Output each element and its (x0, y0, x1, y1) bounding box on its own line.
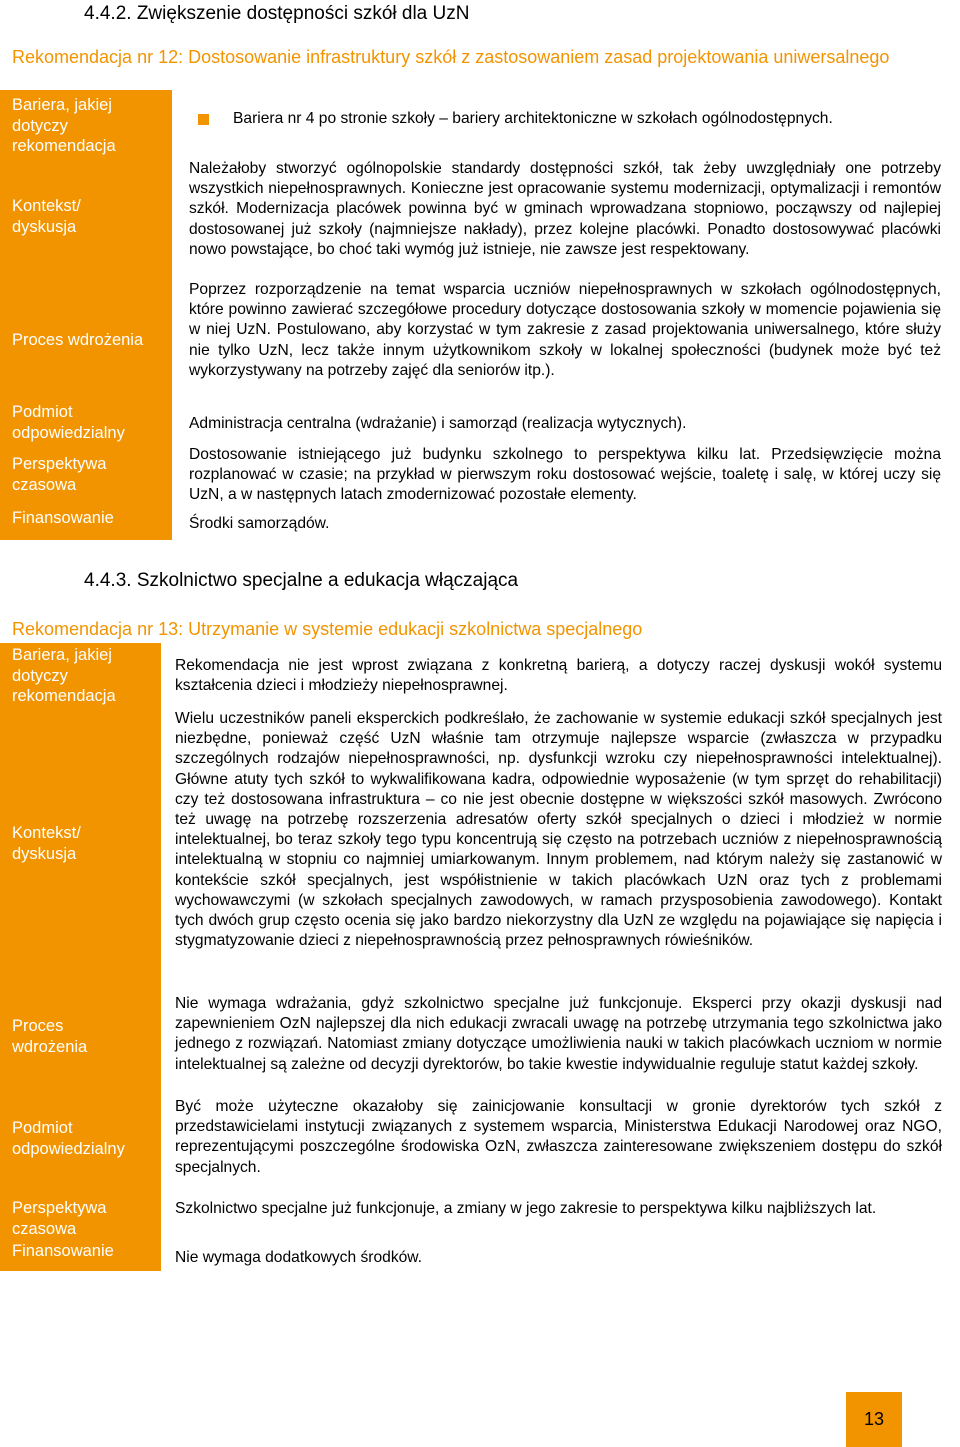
section-heading-442 (84, 3, 469, 25)
label-subject: Podmiot odpowiedzialny (12, 403, 125, 442)
label-column-rec13 (0, 643, 161, 1271)
process-text: Nie wymaga wdrażania, gdyż szkolnictwo specjalne już funkcjonuje. Eksperci przy okazji dyskusji nad zapewnieniem OzN najlepszej dla nich edukacji zwracali uwagę na potrzebę utrzymania tego szkolnictwa jako jednego z rozwiązań. Natomiast zmiany dotyczące umożliwienia nauki w takich placówkach uczniom w normie intelektualnej są zależne od decyzji dyrektorów, bo takie kwestie indywidualnie reguluje statut każdej szkoły. (175, 995, 942, 1073)
label-subject: Podmiot odpowiedzialny (12, 1119, 125, 1158)
section-title: Zwiększenie dostępności szkół dla UzN (136, 3, 470, 24)
label-context: Kontekst/ dyskusja (12, 824, 81, 863)
recommendation-title-13: Rekomendacja nr 13: Utrzymanie w systemie edukacji szkolnictwa specjalnego (12, 619, 643, 639)
label-process: Proces wdrożenia (12, 331, 144, 349)
perspective-text: Dostosowanie istniejącego już budynku szkolnego to perspektywa kilku lat. Przedsięwzięcie można rozplanować w czasie; na przykład w pierwszym roku dostosować wejście, toaletę i salę, w której uczy się UzN, a w następnych latach zmodernizować pozostałe elementy. (189, 446, 941, 504)
section-number: 4.4.3. (84, 570, 132, 591)
bullet-square-icon (198, 114, 209, 125)
context-text: Należałoby stworzyć ogólnopolskie standardy dostępności szkół, tak żeby uwzględniały one potrzeby wszystkich niepełnosprawnych. Konieczne jest opracowanie systemu modernizacji, optymalizacji i remontów szkół. Modernizacja placówek powinna być w gminach wprowadzana stopniowo, począwszy od najlepiej dostosowanej już szkoły (najmniejsze nakłady), przez kolejne placówki. Ponadto dostosowywać placówki nowo powstające, bo choć taki wymóg już istnieje, nie zawsze jest respektowany. (189, 160, 941, 258)
section-number: 4.4.2. (84, 3, 132, 24)
page-number: 13 (846, 1392, 902, 1447)
label-financing: Finansowanie (12, 509, 114, 527)
barrier-text: Bariera nr 4 po stronie szkoły – bariery architektoniczne w szkołach ogólnodostępnych. (233, 110, 833, 127)
label-perspective: Perspektywa czasowa (12, 455, 107, 494)
label-column-rec12 (0, 90, 172, 540)
recommendation-title-12: Rekomendacja nr 12: Dostosowanie infrastruktury szkół z zastosowaniem zasad projektowania uniwersalnego (12, 47, 890, 67)
label-barrier: Bariera, jakiej dotyczy rekomendacja (12, 646, 116, 705)
barrier-text: Rekomendacja nie jest wprost związana z konkretną barierą, a dotyczy raczej dyskusji wokół systemu kształcenia dzieci i młodzieży niepełnosprawnej. (175, 657, 942, 695)
label-barrier: Bariera, jakiej dotyczy rekomendacja (12, 96, 116, 155)
label-process: Proces wdrożenia (12, 1017, 88, 1056)
label-context: Kontekst/ dyskusja (12, 197, 81, 236)
financing-text: Nie wymaga dodatkowych środków. (175, 1249, 423, 1266)
label-financing: Finansowanie (12, 1242, 114, 1260)
label-perspective: Perspektywa czasowa (12, 1199, 107, 1238)
section-title: Szkolnictwo specjalne a edukacja włączająca (136, 570, 519, 591)
financing-text: Środki samorządów. (189, 515, 330, 532)
context-text: Wielu uczestników paneli eksperckich podkreślało, że zachowanie w systemie edukacji szkół specjalnych jest niezbędne, ponieważ część UzN właśnie tam otrzymuje najlepsze wsparcie (zwłaszcza w przypadku szczególnych rodzajów niepełnosprawności, np. dysfunkcji wzroku czy niepełnosprawności intelektualnej). Główne atuty tych szkół to wykwalifikowana kadra, odpowiednie wyposażenie (w tym sprzęt do rehabilitacji) czy też dostosowana infrastruktura – co nie jest obecnie dostępne w większości szkół masowych. Zwrócono też uwagę na potrzebę rozszerzenia adresatów oferty szkół specjalnych o dzieci i młodzież w normie intelektualnej, bo teraz szkoły tego typu koncentrują się często na potrzebach uczniów z niepełnosprawnością intelektualną w stopniu co najmniej umiarkowanym. Innym problemem, nad którym należy się zastanowić w kontekście szkół specjalnych, jest współistnienie w takich placówkach UzN oraz tych z problemami wychowawczymi (w szkołach specjalnych zawodowych, w ramach przysposobienia zawodowego). Kontakt tych dwóch grup często ocenia się jako bardzo niekorzystny dla UzN ze względu na pojawiające się napięcia i stygmatyzowanie dzieci z niepełnosprawnością przez pełnosprawnych rówieśników. (175, 710, 942, 950)
subject-text: Być może użyteczne okazałoby się zainicjowanie konsultacji w gronie dyrektorów tych szkół z przedstawicielami instytucji związanych z systemem wsparcia, Ministerstwa Edukacji Narodowej oraz NGO, reprezentującymi poszczególne środowiska OzN, zwłaszcza zainteresowane zwiększeniem dostępu do szkół specjalnych. (175, 1098, 942, 1176)
perspective-text: Szkolnictwo specjalne już funkcjonuje, a zmiany w jego zakresie to perspektywa kilku najbliższych lat. (175, 1200, 877, 1217)
process-text: Poprzez rozporządzenie na temat wsparcia uczniów niepełnosprawnych w szkołach ogólnodostępnych, które powinno zawierać szczegółowe procedury dotyczące dostosowania szkoły w momencie pojawienia się w niej UzN. Postulowano, aby korzystać w tym zakresie z zasad projektowania uniwersalnego, które służy nie tylko UzN, lecz także innym użytkownikom szkoły w lokalnej społeczności (budynek może być też wykorzystywany na potrzeby zajęć dla seniorów itp.). (189, 281, 941, 379)
subject-text: Administracja centralna (wdrażanie) i samorząd (realizacja wytycznych). (189, 415, 687, 432)
section-heading-443 (84, 570, 518, 592)
column-separator (172, 90, 178, 540)
